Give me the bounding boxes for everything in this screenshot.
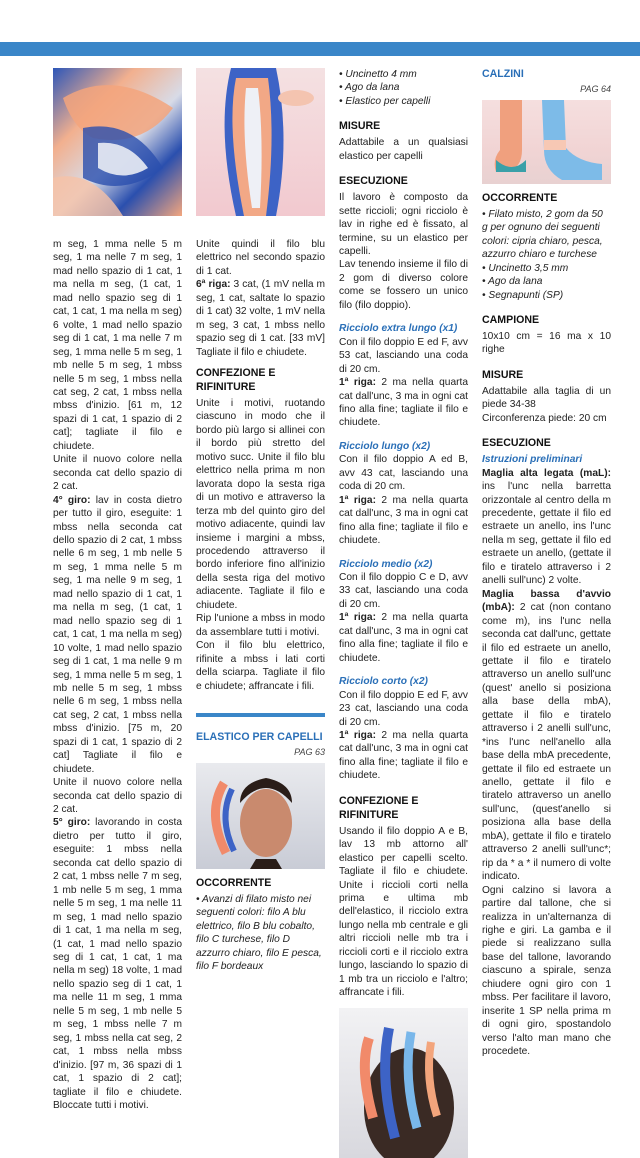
tool-item: • Segnapunti (SP) — [482, 289, 564, 301]
misure-calzini-1: Adattabile alla taglia di un piede 34-38 — [482, 385, 611, 411]
col1-giro4 — [53, 494, 182, 777]
socks-image — [482, 100, 611, 184]
heading-misure-calzini: MISURE — [482, 368, 524, 381]
column-2 — [196, 68, 325, 974]
tool-item: • Ago da lana — [339, 82, 400, 94]
tool-item: • Uncinetto 4 mm — [339, 69, 417, 80]
header-bar — [0, 42, 640, 56]
heading-misure: MISURE — [339, 120, 381, 133]
riga-text: 2 ma nella quarta cat dall'unc, 3 ma in ogni cat fino alla fine; tagliate il filo e chiudete. — [339, 612, 468, 664]
photo-model-scarf — [196, 68, 325, 216]
page-ref-elastico: PAG 63 — [294, 746, 325, 757]
riga-label: 1ª riga: — [339, 377, 376, 389]
heading-campione: CAMPIONE — [482, 313, 540, 326]
esecuzione-text-1: Il lavoro è composto da sette riccioli; ogni ricciolo è lav in righe ed è fissato, al termine, su un elastico per capelli. — [339, 192, 468, 258]
misure-text: Adattabile a un qualsiasi elastico per capelli — [339, 137, 468, 162]
corto-text: Con il filo doppio E ed F, avv 23 cat, lasciando una coda di 20 cm. — [339, 689, 468, 728]
riga-text: 2 ma nella quarta cat dall'unc, 3 ma in ogni cat fino alla fine; tagliate il filo e chiudete. — [339, 494, 468, 547]
tool-item: • Ago da lana — [482, 276, 543, 288]
tool-item: • Uncinetto 3,5 mm — [482, 262, 569, 274]
photo-hair-back — [339, 1008, 468, 1158]
col2-text-4: Con il filo blu elettrico, rifinite a mbss i lati corti della sciarpa. Tagliate il filo e chiudete; affrancate i fili. — [196, 640, 325, 692]
mba-text: 2 cat (non contano come m), ins l'unc nella seconda cat dall'unc, gettate il filo ed estraete un anello, gettate il filo e tiratelo attraverso un anello sull'unc (quest' anello si posiziona alla base della mbA), gettate il filo e tiratelo attraverso i 2 anelli sull'unc, *ins l'unc nell'anello alla base della mbA precedente, gettate il filo ed estraete un anello, gettate il filo e tiratelo attraverso un anello sull'unc, (quest'anello si posiziona alla base della mbA), gettate il filo e tiratelo attraverso 2 anelli sull'unc*; rip da * a * il numero di volte indicato. — [482, 602, 611, 883]
heading-esecuzione: ESECUZIONE — [339, 175, 408, 188]
riga-label: 1ª riga: — [339, 729, 376, 741]
occorrente-calzini: • Filato misto, 2 gom da 50 g per ognuno dei seguenti colori: cipria chiaro, pesca, azzurro chiaro e turchese — [482, 208, 603, 261]
mal-paragraph — [482, 467, 611, 588]
scarf-motif-image — [53, 68, 182, 216]
col2-riga6 — [196, 278, 325, 359]
page-ref-calzini: PAG 64 — [580, 83, 611, 94]
photo-socks — [482, 100, 611, 184]
esecuzione-text-2: Lav tenendo insieme il filo di 2 gom di diverso colore come se fossero un unico filo (filo doppio). — [339, 259, 468, 311]
col1-giro5 — [53, 816, 182, 1112]
column-1 — [53, 68, 182, 1112]
photo-scarf-motif — [53, 68, 182, 216]
extra-lungo-text: Con il filo doppio E ed F, avv 53 cat, lasciando una coda di 20 cm. — [339, 336, 468, 375]
col2-confezione: Unite i motivi, ruotando ciascuno in modo che il bordo più largo si allinei con il bordo più stretto del motivo succ. Unite il filo blu elettrico nella prima m non lavorata dopo la sesta riga di un motivo e attraverso la terza mb del quinto giro del motivo adiacente, quindi lav insieme i margini a mbss, procedendo attraverso il bordo inferiore fino all'inizio della sesta riga del motivo adiacente. Tagliate il filo e chiudete. — [196, 398, 325, 611]
medio-riga — [339, 611, 468, 665]
mal-label: Maglia alta legata (maL): — [482, 467, 611, 479]
giro4-text: lav in costa dietro per tutto il giro, eseguite: 1 mbss nella seconda cat dello spazio di 2 cat, 1 mbss nelle 6 m seg, 1 mb nelle 5 m seg, 1 mma nelle 5 m seg, 1 ma nelle 9 m seg, 1 mad nello spazio di 1 cat, 1 ma nella m seg, (1 cat, 1 mad nello spazio seg di 1 cat, 1 cat, 1 ma nella m seg) 10 volte, 1 mad nello spazio seg di 1 cat, 1 ma nelle 9 m seg, 1 mma nelle 5 m seg, 1 mb nelle 5 m seg, 1 mbss nelle 6 m seg, 1 mbss nella cat seg, 2 cat, 1 mbss nella mbss d'inizio. [75 m, 20 spazi di 1 cat, 1 spazio di 2 cat] Tagliate il filo e chiudete. — [53, 494, 182, 775]
campione-text: 10x10 cm = 16 ma x 10 righe — [482, 330, 611, 356]
riga6-text: 3 cat, (1 mV nella m seg, 1 cat, saltate lo spazio di 1 cat) 32 volte, 1 mV nella m seg, 3 cat, 1 mbss nello spazio seg di 1 cat. [33 mV] Tagliate il filo e chiudete. — [196, 279, 326, 358]
photo-hair-elastic — [196, 763, 325, 869]
giro5-text: lavorando in costa dietro per tutto il giro, eseguite: 1 mbss nella seconda cat dello spazio di 2 cat, 1 mbss nelle 7 m seg, 1 mb nelle 5 m seg, 1 mma nelle 5 m seg, 1 ma nelle 11 m seg, 1 mad nello spazio di 1 cat, 1 ma nella m seg, (1 cat, 1 mad nello spazio seg di 1 cat, 1 cat, 1 ma nella m seg) 18 volte, 1 mad nello spazio seg di 1 cat, 1 ma nelle 11 m seg, 1 mma nelle 5 m seg, 1 mb nelle 5 m seg, 1 mbss nelle 7 m seg, 1 mbss nella cat seg, 2 cat, 1 mbss nella mbss d'inizio. [97 m, 36 spazi di 1 cat, 1 spazio di 2 cat]; tagliate il filo e chiudete. Bloccate tutti i motivi. — [53, 817, 182, 1111]
heading-occorrente-elastico: OCCORRENTE — [196, 876, 272, 889]
giro4-label: 4° giro: — [53, 494, 91, 506]
riga-text: 2 ma nella quarta cat dall'unc, 3 ma in ogni cat fino alla fine; tagliate il filo e chiudete. — [339, 377, 468, 429]
col1-text-4: Unite il nuovo colore nella seconda cat dello spazio di 2 cat. — [53, 777, 182, 816]
column-4 — [482, 68, 611, 1059]
heading-calzini: CALZINI — [482, 68, 524, 80]
giro5-label: 5° giro: — [53, 817, 91, 829]
tool-item: • Elastico per capelli — [339, 95, 431, 107]
lungo-riga — [339, 494, 468, 548]
model-scarf-image — [196, 68, 325, 216]
medio-text: Con il filo doppio C e D, avv 33 cat, lasciando una coda di 20 cm. — [339, 571, 468, 610]
occorrente-elastico: • Avanzi di filato misto nei seguenti colori: filo A blu elettrico, filo B blu cobalto, filo C turchese, filo D azzurro chiaro, filo E pesca, filo F bordeaux — [196, 893, 322, 973]
mba-paragraph — [482, 588, 611, 884]
mba-label: Maglia bassa d'avvio (mbA): — [482, 588, 611, 614]
corto-riga — [339, 729, 468, 783]
calzini-final-text: Ogni calzino si lavora a partire dal tallone, che si realizza in un'alternanza di righe e giri. La gamba e il piede si realizzano sulla base del tallone, lavorando ciascuno a spirale, senza chiudere ogni giro con 1 mbss. Per facilitare il lavoro, inserite 1 SP nella prima m di ogni giro, spostandolo verso l'alto man mano che procedete. — [482, 884, 611, 1058]
col2-text-3: Rip l'unione a mbss in modo da assemblare tutti i motivi. — [196, 613, 325, 638]
heading-esecuzione-calzini: ESECUZIONE — [482, 437, 551, 450]
column-3 — [339, 68, 468, 1158]
heading-elastico: ELASTICO PER CAPELLI — [196, 730, 323, 743]
subheading-lungo: Ricciolo lungo (x2) — [339, 440, 431, 452]
extra-lungo-riga — [339, 376, 468, 430]
subheading-extra-lungo: Ricciolo extra lungo (x1) — [339, 323, 458, 335]
lungo-text: Con il filo doppio A ed B, avv 43 cat, lasciando una coda di 20 cm. — [339, 454, 468, 493]
col1-text-2: Unite il nuovo colore nella seconda cat dello spazio di 2 cat. — [53, 454, 182, 493]
col2-text-1: Unite quindi il filo blu elettrico nel secondo spazio di 1 cat. — [196, 239, 325, 277]
mal-text: ins l'unc nella barretta orizzontale al centro della m precedente, gettate il filo ed estraete un anello, ins l'unc nella m seg, gettate il filo ed estraete un anello, (gettate il filo e tiratelo attraverso i 2 anelli sull'unc) 2 volte. — [482, 481, 611, 587]
hair-back-image — [339, 1008, 468, 1158]
heading-occorrente-calzini: OCCORRENTE — [482, 191, 558, 204]
col1-text-1: m seg, 1 mma nelle 5 m seg, 1 ma nelle 7 m seg, 1 mad nello spazio di 1 cat, 1 ma nella m seg, (1 cat, 1 mad nello spazio seg di 1 cat, 1 cat, 1 ma nella m seg) 6 volte, 1 mad nello spazio seg di 1 cat, 1 ma nelle 7 m seg, 1 mma nelle 5 m seg, 1 mb nelle 5 m seg, 1 mbss nelle 5 m seg, 1 mbss nella cat seg, 2 cat, 1 mbss nella mbss d'inizio. [61 m, 12 spazi di 1 cat, 1 spazio di 2 cat]; tagliate il filo e chiudete. — [53, 239, 182, 452]
heading-confezione-elastico: CONFEZIONE E RIFINITURE — [339, 794, 419, 821]
subheading-medio: Ricciolo medio (x2) — [339, 558, 433, 570]
riga-text: 2 ma nella quarta cat dall'unc, 3 ma in ogni cat fino alla fine; tagliate il filo e chiudete. — [339, 729, 468, 782]
riga6-label: 6ª riga: — [196, 279, 231, 291]
misure-calzini-2: Circonferenza piede: 20 cm — [482, 412, 607, 424]
subheading-corto: Ricciolo corto (x2) — [339, 676, 428, 688]
hair-elastic-image — [196, 763, 325, 869]
subheading-istruzioni: Istruzioni preliminari — [482, 454, 583, 466]
confezione-elastico: Usando il filo doppio A e B, lav 13 mb attorno all' elastico per capelli scelto. Tagliate il filo e chiudete. Unite i riccioli corti nella prima e ultima mb dell'elastico, il ricciolo extra lungo nella mb centrale e gli altri riccioli nelle mb tra i riccioli corti e il ricciolo extra lungo, lasciando lo spazio di 1 mb tra un ricciolo e l'altro; affrancate i fili. — [339, 825, 468, 999]
section-divider — [196, 713, 325, 717]
heading-confezione: CONFEZIONE E RIFINITURE — [196, 367, 276, 394]
riga-label: 1ª riga: — [339, 494, 376, 506]
riga-label: 1ª riga: — [339, 612, 376, 624]
